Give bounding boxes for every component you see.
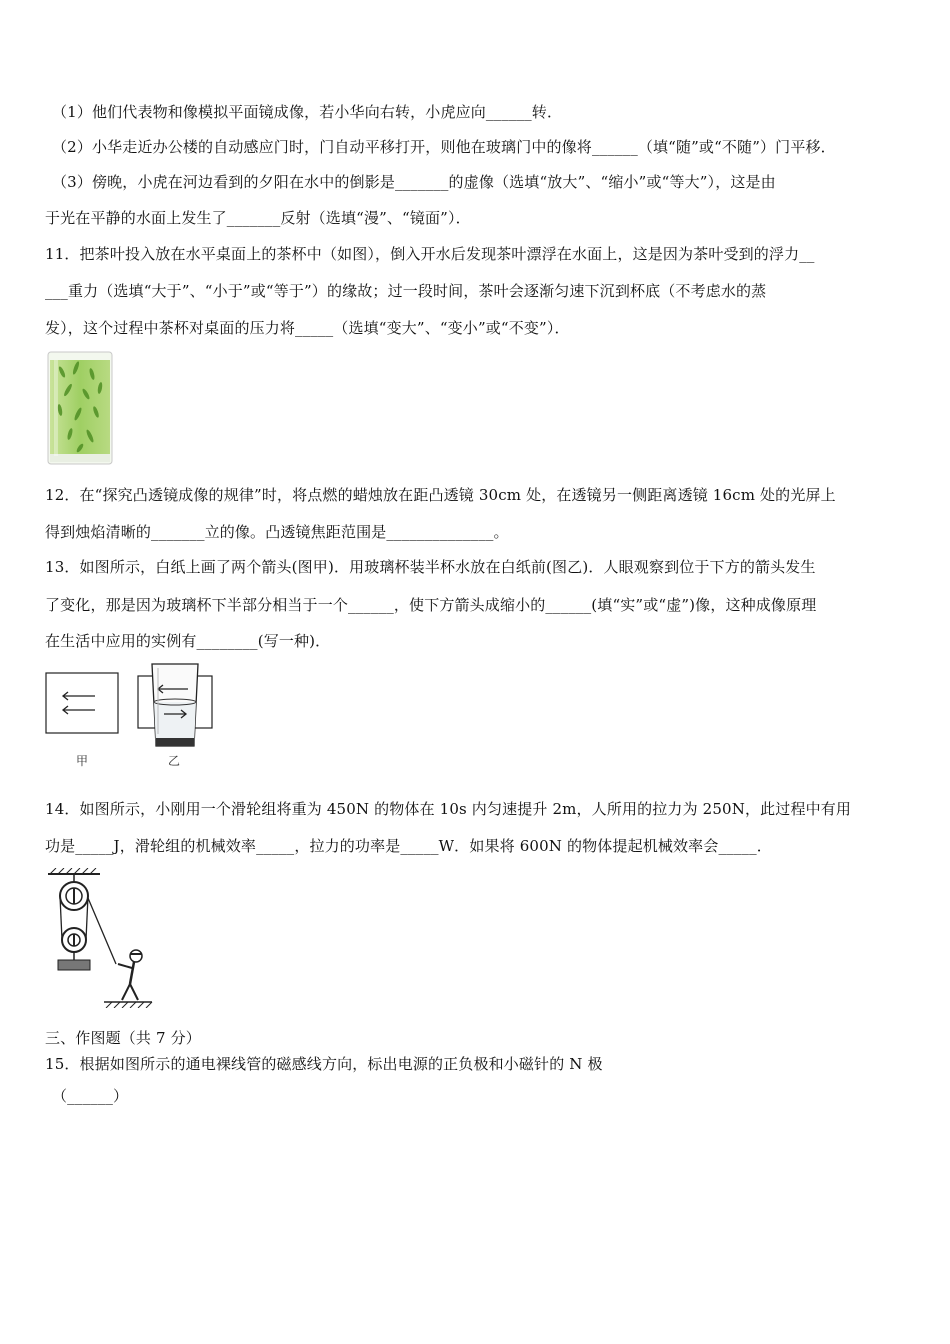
- caption-jia: 甲: [76, 754, 89, 768]
- tea-cup-figure: [46, 350, 114, 466]
- q11-line1: 11．把茶叶投入放在水平桌面上的茶杯中（如图），倒入开水后发现茶叶漂浮在水面上，这是因为茶叶受到的浮力__: [45, 245, 815, 263]
- q10-part3-line1: （3）傍晚，小虎在河边看到的夕阳在水中的倒影是_______的虚像（选填“放大”、“缩小”或“等大”），这是由: [52, 173, 776, 191]
- q13-line1: 13．如图所示，白纸上画了两个箭头(图甲)．用玻璃杯装半杯水放在白纸前(图乙)．人眼观察到位于下方的箭头发生: [45, 558, 816, 576]
- caption-yi: 乙: [168, 754, 181, 768]
- arrows-paper-figure: [45, 672, 119, 734]
- q13-line2: 了变化，那是因为玻璃杯下半部分相当于一个______，使下方箭头成缩小的______(填“实”或“虚”)像，这种成像原理: [45, 596, 817, 614]
- q12-line1: 12．在“探究凸透镜成像的规律”时，将点燃的蜡烛放在距凸透镜 30cm 处，在透镜另一侧距离透镜 16cm 处的光屏上: [45, 486, 836, 504]
- q11-line3: 发），这个过程中茶杯对桌面的压力将_____（选填“变大”、“变小”或“不变”）．: [45, 319, 570, 337]
- q10-part3-line2: 于光在平静的水面上发生了_______反射（选填“漫”、“镜面”）．: [45, 209, 471, 227]
- q11-line2: ___重力（选填“大于”、“小于”或“等于”）的缘故；过一段时间，茶叶会逐渐匀速下沉到杯底（不考虑水的蒸: [45, 282, 767, 300]
- q14-line1: 14．如图所示，小刚用一个滑轮组将重为 450N 的物体在 10s 内匀速提升 2m，人所用的拉力为 250N，此过程中有用: [45, 800, 852, 818]
- q12-line2: 得到烛焰清晰的_______立的像。凸透镜焦距范围是______________。: [45, 523, 509, 541]
- q10-part2: （2）小华走近办公楼的自动感应门时，门自动平移打开，则他在玻璃门中的像将______（填“随”或“不随”）门平移．: [52, 138, 836, 156]
- section-heading: 三、作图题（共 7 分）: [45, 1029, 201, 1047]
- q14-line2: 功是_____J，滑轮组的机械效率_____，拉力的功率是_____W．如果将 600N 的物体提起机械效率会_____．: [45, 837, 772, 855]
- q13-line3: 在生活中应用的实例有________(写一种)．: [45, 632, 331, 650]
- q15-answer-blank[interactable]: （______）: [52, 1087, 129, 1105]
- q15-line1: 15．根据如图所示的通电裸线管的磁感线方向，标出电源的正负极和小磁针的 N 极: [45, 1055, 603, 1073]
- glass-figure: [136, 662, 214, 750]
- pulley-figure: [44, 868, 156, 1008]
- q10-part1: （1）他们代表物和像模拟平面镜成像，若小华向右转，小虎应向______转．: [52, 103, 563, 121]
